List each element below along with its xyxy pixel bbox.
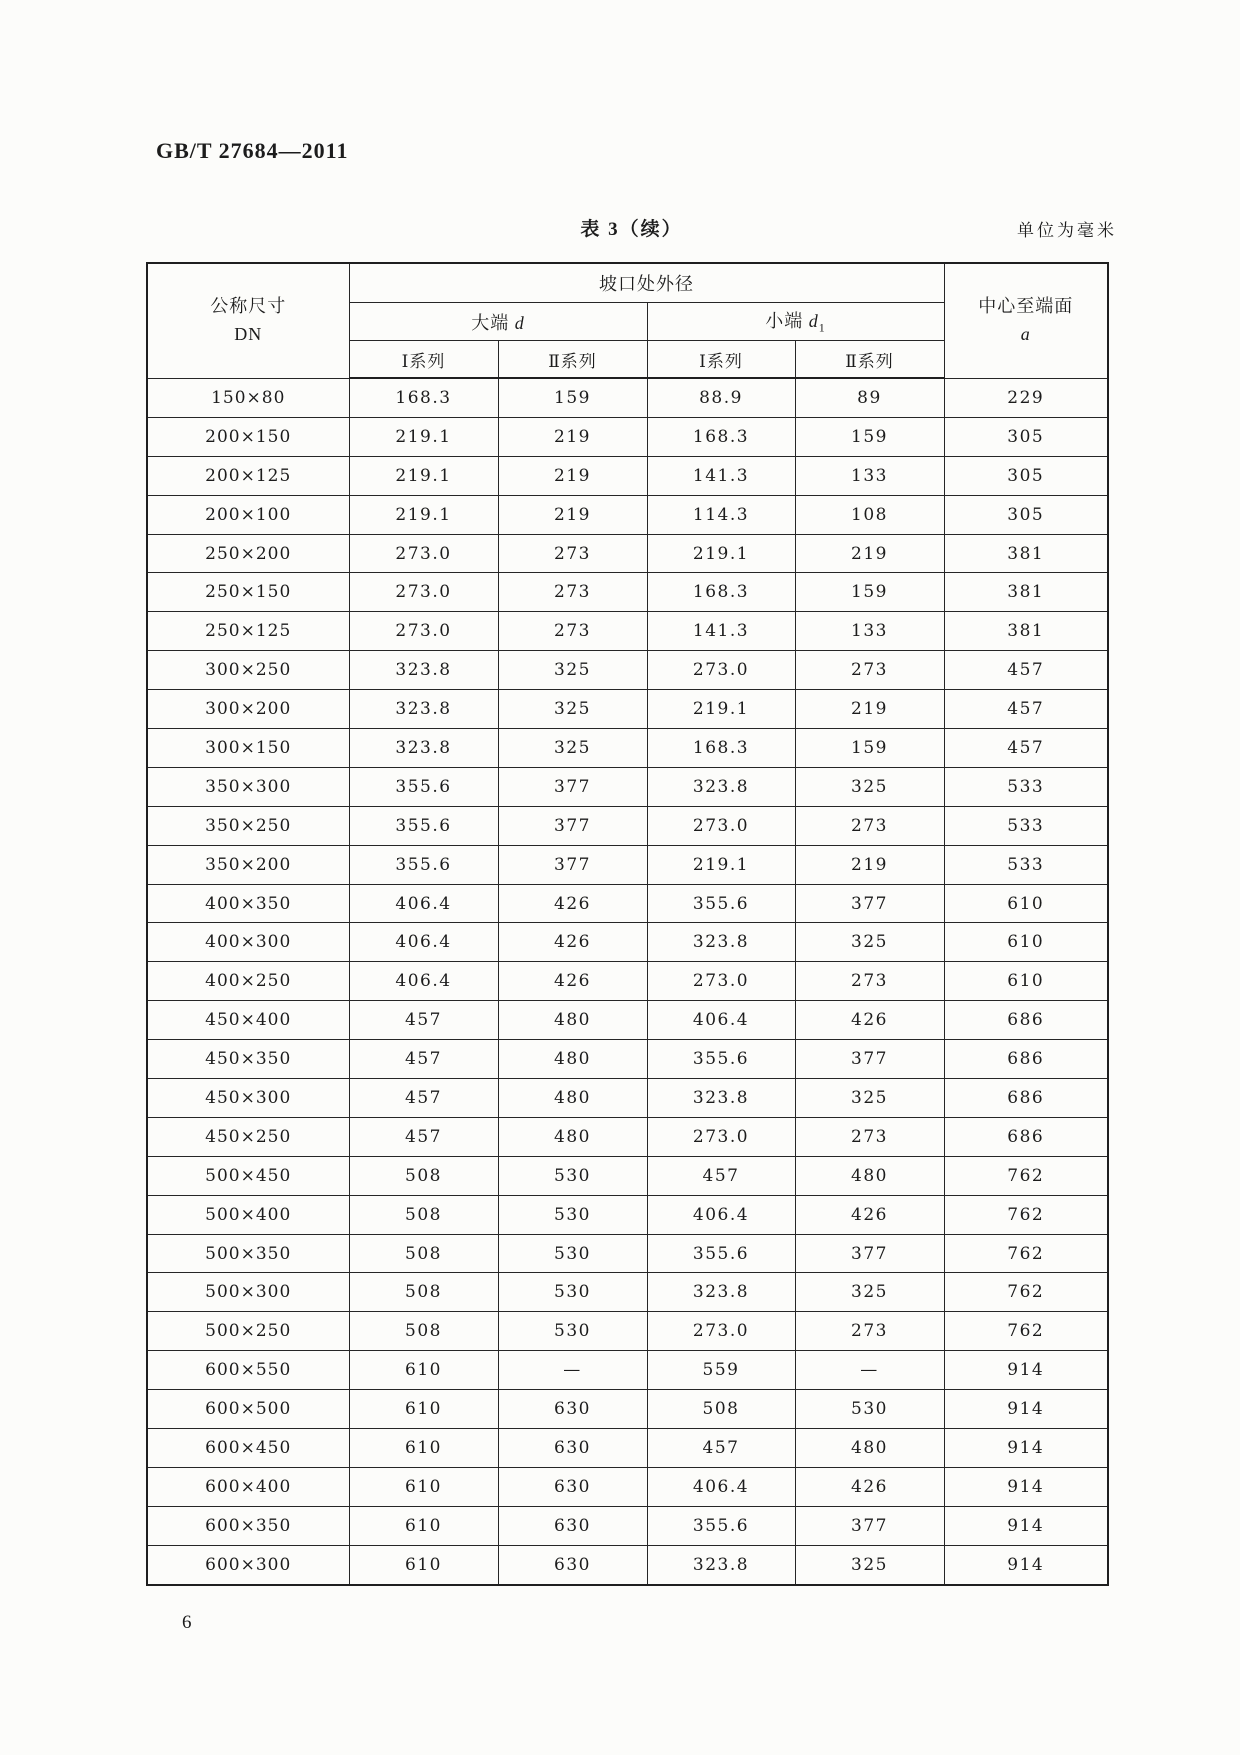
small-end-series-ii-cell: 377 xyxy=(795,1040,944,1079)
center-to-end-cell: 305 xyxy=(944,456,1108,495)
table-row xyxy=(147,767,1108,806)
large-end-series-i-cell: 457 xyxy=(349,1117,498,1156)
center-to-end-cell: 610 xyxy=(944,962,1108,1001)
small-end-series-ii-cell: 273 xyxy=(795,962,944,1001)
small-end-series-ii-cell: 133 xyxy=(795,456,944,495)
small-end-series-i-cell: 406.4 xyxy=(647,1467,795,1506)
table-row xyxy=(147,573,1108,612)
large-end-series-i-cell: 508 xyxy=(349,1273,498,1312)
small-end-series-ii-cell: 325 xyxy=(795,767,944,806)
small-end-series-i-cell: 406.4 xyxy=(647,1195,795,1234)
large-end-series-ii-cell: 426 xyxy=(498,884,647,923)
col-header-small-end-series-i: Ⅰ系列 xyxy=(647,341,795,379)
table-row xyxy=(147,378,1108,417)
small-end-series-ii-cell: 273 xyxy=(795,651,944,690)
table-row xyxy=(147,1079,1108,1118)
small-end-series-i-cell: 168.3 xyxy=(647,729,795,768)
large-end-series-ii-cell: 480 xyxy=(498,1117,647,1156)
table-row xyxy=(147,1117,1108,1156)
dn-cell: 600×500 xyxy=(147,1390,349,1429)
center-to-end-cell: 686 xyxy=(944,1040,1108,1079)
small-end-series-i-cell: 141.3 xyxy=(647,612,795,651)
small-end-label: 小端 xyxy=(765,311,804,332)
col-header-small-end-series-ii: Ⅱ系列 xyxy=(795,341,944,379)
dn-cell: 450×250 xyxy=(147,1117,349,1156)
table-row xyxy=(147,1234,1108,1273)
center-to-end-cell: 305 xyxy=(944,495,1108,534)
small-end-series-i-cell: 355.6 xyxy=(647,1506,795,1545)
dn-cell: 500×450 xyxy=(147,1156,349,1195)
table-row xyxy=(147,729,1108,768)
large-end-series-ii-cell: 630 xyxy=(498,1429,647,1468)
small-end-series-ii-cell: 325 xyxy=(795,923,944,962)
dn-cell: 600×450 xyxy=(147,1429,349,1468)
table-row xyxy=(147,495,1108,534)
large-end-series-ii-cell: 630 xyxy=(498,1467,647,1506)
small-end-series-ii-cell: 377 xyxy=(795,1234,944,1273)
center-to-end-cell: 457 xyxy=(944,651,1108,690)
center-to-end-cell: 381 xyxy=(944,534,1108,573)
dn-cell: 600×350 xyxy=(147,1506,349,1545)
col-header-outer-diameter: 坡口处外径 xyxy=(349,263,944,303)
dn-cell: 400×350 xyxy=(147,884,349,923)
table-row xyxy=(147,962,1108,1001)
large-end-series-ii-cell: 325 xyxy=(498,690,647,729)
table-header xyxy=(147,263,1108,378)
col-header-large-end-series-ii: Ⅱ系列 xyxy=(498,341,647,379)
large-end-series-ii-cell: 377 xyxy=(498,845,647,884)
large-end-series-ii-cell: — xyxy=(498,1351,647,1390)
table-row xyxy=(147,1195,1108,1234)
small-end-series-i-cell: 508 xyxy=(647,1390,795,1429)
small-end-series-i-cell: 406.4 xyxy=(647,1001,795,1040)
dn-cell: 600×400 xyxy=(147,1467,349,1506)
large-end-series-i-cell: 273.0 xyxy=(349,534,498,573)
large-end-series-i-cell: 610 xyxy=(349,1467,498,1506)
dn-cell: 400×300 xyxy=(147,923,349,962)
table-row xyxy=(147,1545,1108,1584)
small-end-series-i-cell: 273.0 xyxy=(647,1312,795,1351)
small-end-series-ii-cell: 108 xyxy=(795,495,944,534)
large-end-series-ii-cell: 377 xyxy=(498,767,647,806)
center-to-end-cell: 914 xyxy=(944,1429,1108,1468)
large-end-series-ii-cell: 480 xyxy=(498,1001,647,1040)
small-end-series-ii-cell: 426 xyxy=(795,1001,944,1040)
small-end-series-ii-cell: 530 xyxy=(795,1390,944,1429)
small-end-series-ii-cell: 273 xyxy=(795,1117,944,1156)
small-end-series-ii-cell: 273 xyxy=(795,1312,944,1351)
dn-cell: 150×80 xyxy=(147,378,349,417)
dn-cell: 200×125 xyxy=(147,456,349,495)
large-end-series-ii-cell: 530 xyxy=(498,1195,647,1234)
large-end-series-i-cell: 610 xyxy=(349,1545,498,1584)
small-end-series-i-cell: 114.3 xyxy=(647,495,795,534)
table-row xyxy=(147,1156,1108,1195)
large-end-series-i-cell: 508 xyxy=(349,1195,498,1234)
center-to-end-symbol: a xyxy=(1020,323,1031,344)
large-end-series-ii-cell: 377 xyxy=(498,806,647,845)
small-end-series-i-cell: 219.1 xyxy=(647,534,795,573)
table-row xyxy=(147,612,1108,651)
small-end-series-i-cell: 219.1 xyxy=(647,845,795,884)
small-end-series-i-cell: 323.8 xyxy=(647,1079,795,1118)
small-end-subscript: 1 xyxy=(818,320,826,335)
col-header-center-to-end xyxy=(944,263,1108,378)
small-end-series-ii-cell: 377 xyxy=(795,1506,944,1545)
large-end-series-i-cell: 273.0 xyxy=(349,573,498,612)
center-to-end-cell: 914 xyxy=(944,1351,1108,1390)
large-end-series-i-cell: 508 xyxy=(349,1312,498,1351)
large-end-series-ii-cell: 630 xyxy=(498,1545,647,1584)
table-caption: 表 3（续） xyxy=(580,219,683,240)
center-to-end-cell: 686 xyxy=(944,1001,1108,1040)
center-to-end-cell: 533 xyxy=(944,845,1108,884)
table-row xyxy=(147,651,1108,690)
center-to-end-cell: 610 xyxy=(944,923,1108,962)
col-header-large-end-series-i: Ⅰ系列 xyxy=(349,341,498,379)
center-to-end-cell: 610 xyxy=(944,884,1108,923)
large-end-series-ii-cell: 530 xyxy=(498,1156,647,1195)
small-end-series-ii-cell: 480 xyxy=(795,1156,944,1195)
center-to-end-cell: 305 xyxy=(944,417,1108,456)
dn-cell: 300×150 xyxy=(147,729,349,768)
small-end-series-ii-cell: 133 xyxy=(795,612,944,651)
small-end-series-ii-cell: 426 xyxy=(795,1467,944,1506)
table-row xyxy=(147,1390,1108,1429)
table-row xyxy=(147,534,1108,573)
large-end-series-i-cell: 355.6 xyxy=(349,845,498,884)
large-end-series-i-cell: 457 xyxy=(349,1040,498,1079)
large-end-series-i-cell: 457 xyxy=(349,1001,498,1040)
center-to-end-cell: 914 xyxy=(944,1390,1108,1429)
large-end-series-ii-cell: 426 xyxy=(498,962,647,1001)
large-end-series-i-cell: 457 xyxy=(349,1079,498,1118)
dn-sub: DN xyxy=(234,323,263,344)
table-row xyxy=(147,845,1108,884)
large-end-series-ii-cell: 273 xyxy=(498,534,647,573)
small-end-series-i-cell: 168.3 xyxy=(647,573,795,612)
large-end-series-i-cell: 610 xyxy=(349,1390,498,1429)
large-end-series-i-cell: 406.4 xyxy=(349,923,498,962)
dn-cell: 500×300 xyxy=(147,1273,349,1312)
large-end-series-i-cell: 323.8 xyxy=(349,651,498,690)
large-end-series-i-cell: 406.4 xyxy=(349,884,498,923)
small-end-series-i-cell: 323.8 xyxy=(647,767,795,806)
table-row xyxy=(147,884,1108,923)
dn-cell: 350×250 xyxy=(147,806,349,845)
large-end-series-i-cell: 219.1 xyxy=(349,456,498,495)
table-row xyxy=(147,1001,1108,1040)
large-end-series-i-cell: 219.1 xyxy=(349,417,498,456)
small-end-series-ii-cell: 480 xyxy=(795,1429,944,1468)
large-end-series-ii-cell: 273 xyxy=(498,612,647,651)
large-end-series-i-cell: 610 xyxy=(349,1506,498,1545)
large-end-series-i-cell: 406.4 xyxy=(349,962,498,1001)
table-body xyxy=(147,378,1108,1585)
large-end-series-ii-cell: 480 xyxy=(498,1040,647,1079)
small-end-series-i-cell: 355.6 xyxy=(647,1234,795,1273)
col-header-large-end xyxy=(349,303,647,341)
small-end-series-i-cell: 355.6 xyxy=(647,1040,795,1079)
large-end-series-ii-cell: 219 xyxy=(498,417,647,456)
col-header-dn xyxy=(147,263,349,378)
large-end-series-ii-cell: 219 xyxy=(498,495,647,534)
large-end-label: 大端 xyxy=(471,312,510,333)
dn-cell: 250×200 xyxy=(147,534,349,573)
large-end-series-i-cell: 508 xyxy=(349,1156,498,1195)
table-row xyxy=(147,1506,1108,1545)
small-end-series-i-cell: 457 xyxy=(647,1429,795,1468)
large-end-series-i-cell: 355.6 xyxy=(349,767,498,806)
dn-cell: 200×150 xyxy=(147,417,349,456)
small-end-series-ii-cell: 325 xyxy=(795,1079,944,1118)
dn-cell: 300×200 xyxy=(147,690,349,729)
large-end-series-ii-cell: 530 xyxy=(498,1234,647,1273)
small-end-series-i-cell: 273.0 xyxy=(647,806,795,845)
center-to-end-label: 中心至端面 xyxy=(978,295,1074,316)
dn-cell: 450×300 xyxy=(147,1079,349,1118)
small-end-symbol: $d_1$ xyxy=(808,311,826,335)
dn-cell: 450×400 xyxy=(147,1001,349,1040)
small-end-series-i-cell: 559 xyxy=(647,1351,795,1390)
center-to-end-cell: 686 xyxy=(944,1079,1108,1118)
small-end-series-i-cell: 457 xyxy=(647,1156,795,1195)
large-end-series-i-cell: 508 xyxy=(349,1234,498,1273)
table-row xyxy=(147,1273,1108,1312)
dn-cell: 500×400 xyxy=(147,1195,349,1234)
center-to-end-cell: 533 xyxy=(944,767,1108,806)
large-end-series-i-cell: 323.8 xyxy=(349,690,498,729)
unit-note: 单位为毫米 xyxy=(1017,221,1117,240)
small-end-series-ii-cell: 325 xyxy=(795,1273,944,1312)
table-row xyxy=(147,1312,1108,1351)
center-to-end-cell: 914 xyxy=(944,1506,1108,1545)
large-end-series-ii-cell: 630 xyxy=(498,1506,647,1545)
center-to-end-cell: 762 xyxy=(944,1156,1108,1195)
small-end-series-ii-cell: 159 xyxy=(795,729,944,768)
center-to-end-cell: 229 xyxy=(944,378,1108,417)
large-end-series-ii-cell: 530 xyxy=(498,1312,647,1351)
dn-cell: 400×250 xyxy=(147,962,349,1001)
dn-cell: 250×150 xyxy=(147,573,349,612)
dn-cell: 600×300 xyxy=(147,1545,349,1584)
large-end-series-ii-cell: 630 xyxy=(498,1390,647,1429)
small-end-series-i-cell: 219.1 xyxy=(647,690,795,729)
large-end-series-i-cell: 355.6 xyxy=(349,806,498,845)
small-end-series-ii-cell: 159 xyxy=(795,417,944,456)
center-to-end-cell: 381 xyxy=(944,612,1108,651)
standard-number: GB/T 27684—2011 xyxy=(156,138,349,163)
large-end-series-i-cell: 610 xyxy=(349,1351,498,1390)
dn-cell: 500×250 xyxy=(147,1312,349,1351)
small-end-series-i-cell: 323.8 xyxy=(647,1273,795,1312)
large-end-series-ii-cell: 426 xyxy=(498,923,647,962)
small-end-series-ii-cell: 273 xyxy=(795,806,944,845)
center-to-end-cell: 762 xyxy=(944,1195,1108,1234)
small-end-series-ii-cell: — xyxy=(795,1351,944,1390)
caption-row xyxy=(146,214,1117,244)
dn-title: 公称尺寸 xyxy=(210,295,287,316)
large-end-series-ii-cell: 273 xyxy=(498,573,647,612)
table-row xyxy=(147,690,1108,729)
dn-cell: 300×250 xyxy=(147,651,349,690)
small-end-series-i-cell: 273.0 xyxy=(647,1117,795,1156)
col-header-small-end xyxy=(647,303,944,341)
table-row xyxy=(147,923,1108,962)
table-row xyxy=(147,1429,1108,1468)
large-end-series-i-cell: 168.3 xyxy=(349,378,498,417)
small-end-series-i-cell: 323.8 xyxy=(647,923,795,962)
dn-cell: 200×100 xyxy=(147,495,349,534)
table-row xyxy=(147,456,1108,495)
large-end-series-i-cell: 273.0 xyxy=(349,612,498,651)
small-end-series-i-cell: 273.0 xyxy=(647,962,795,1001)
center-to-end-cell: 381 xyxy=(944,573,1108,612)
small-end-series-i-cell: 141.3 xyxy=(647,456,795,495)
large-end-symbol: d xyxy=(514,312,525,333)
dn-cell: 450×350 xyxy=(147,1040,349,1079)
center-to-end-cell: 914 xyxy=(944,1467,1108,1506)
small-end-series-ii-cell: 219 xyxy=(795,534,944,573)
center-to-end-cell: 457 xyxy=(944,690,1108,729)
center-to-end-cell: 762 xyxy=(944,1312,1108,1351)
center-to-end-cell: 762 xyxy=(944,1234,1108,1273)
small-end-series-ii-cell: 219 xyxy=(795,845,944,884)
small-end-series-ii-cell: 159 xyxy=(795,573,944,612)
large-end-series-ii-cell: 159 xyxy=(498,378,647,417)
large-end-series-i-cell: 610 xyxy=(349,1429,498,1468)
large-end-series-ii-cell: 530 xyxy=(498,1273,647,1312)
large-end-series-ii-cell: 325 xyxy=(498,729,647,768)
small-end-series-i-cell: 88.9 xyxy=(647,378,795,417)
dn-cell: 250×125 xyxy=(147,612,349,651)
center-to-end-cell: 457 xyxy=(944,729,1108,768)
large-end-series-i-cell: 323.8 xyxy=(349,729,498,768)
small-end-series-ii-cell: 325 xyxy=(795,1545,944,1584)
table-row xyxy=(147,1040,1108,1079)
small-end-series-i-cell: 355.6 xyxy=(647,884,795,923)
dimension-table xyxy=(146,262,1109,1586)
dn-cell: 350×300 xyxy=(147,767,349,806)
dn-cell: 350×200 xyxy=(147,845,349,884)
small-end-series-ii-cell: 89 xyxy=(795,378,944,417)
center-to-end-cell: 762 xyxy=(944,1273,1108,1312)
dn-cell: 500×350 xyxy=(147,1234,349,1273)
large-end-series-ii-cell: 219 xyxy=(498,456,647,495)
center-to-end-cell: 533 xyxy=(944,806,1108,845)
large-end-series-ii-cell: 325 xyxy=(498,651,647,690)
small-end-series-ii-cell: 426 xyxy=(795,1195,944,1234)
table-row xyxy=(147,417,1108,456)
page-number: 6 xyxy=(182,1612,192,1633)
small-end-series-i-cell: 168.3 xyxy=(647,417,795,456)
small-end-series-ii-cell: 219 xyxy=(795,690,944,729)
table-row xyxy=(147,1467,1108,1506)
small-end-series-i-cell: 273.0 xyxy=(647,651,795,690)
small-end-series-i-cell: 323.8 xyxy=(647,1545,795,1584)
small-end-series-ii-cell: 377 xyxy=(795,884,944,923)
large-end-series-i-cell: 219.1 xyxy=(349,495,498,534)
dn-cell: 600×550 xyxy=(147,1351,349,1390)
large-end-series-ii-cell: 480 xyxy=(498,1079,647,1118)
table-row xyxy=(147,806,1108,845)
center-to-end-cell: 914 xyxy=(944,1545,1108,1584)
center-to-end-cell: 686 xyxy=(944,1117,1108,1156)
table-row xyxy=(147,1351,1108,1390)
